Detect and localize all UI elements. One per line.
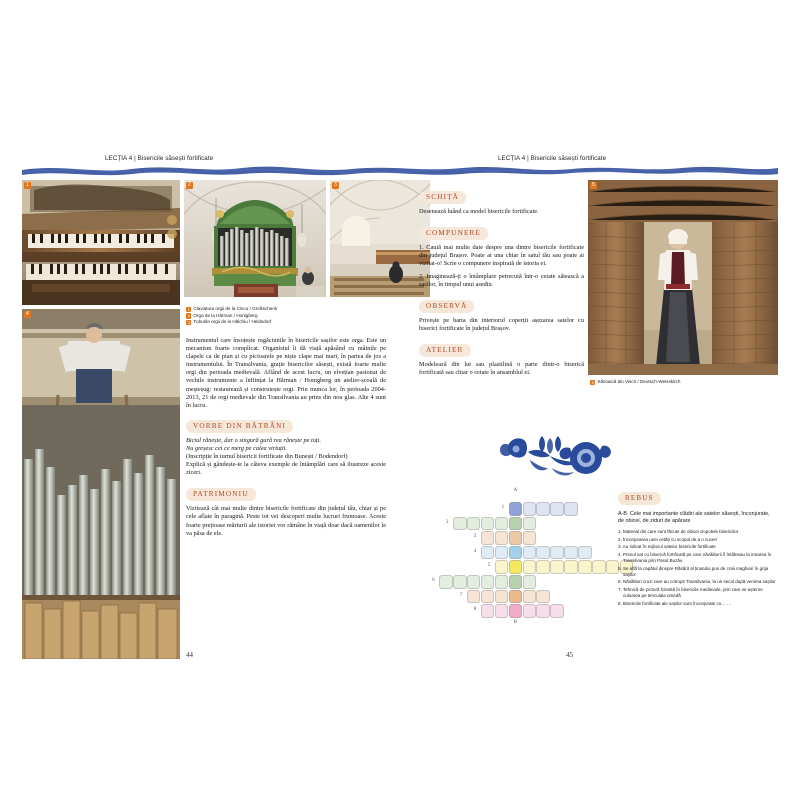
crossword-key-cell[interactable] [509, 590, 523, 604]
crossword-cell[interactable] [453, 575, 467, 589]
atelier-text: Modelează din lut sau plastilină o parte dintr-o biserică fortificată sau chiar o cetate în ansamblul ei. [419, 360, 584, 376]
crossword-cell[interactable] [578, 546, 592, 560]
crossword-key-cell[interactable] [509, 531, 523, 545]
crossword-row-number: 7 [459, 592, 463, 598]
rebus-lead: A-B. Cele mai importante clădiri ale satelor săsești, înconjurate, de obicei, de ziduri de apărare [618, 511, 770, 525]
crossword-grid[interactable] [425, 488, 620, 638]
crossword-key-cell[interactable] [509, 546, 523, 560]
caption-list-left [186, 306, 386, 326]
crossword-label-b: B [513, 619, 517, 625]
caption-number: 1 [187, 306, 190, 312]
photo-tag-1: 1 [26, 182, 29, 188]
proverb-1: Biciul rănește, dar o singură gură rea rănește pe toți. [186, 436, 321, 444]
caption-text: Claviatura orgii de la Cincu / Großschenk [193, 306, 278, 311]
patrimoniu-text: Vizitează cât mai multe dintre bisericile fortificate din județul tău, chiar și pe cele aflate în paragină. Peste tot vei descoperi multe lucruri frumoase. Aceste foarte prețioase mărturii ale istoriei vor rămâne în viață doar dacă oamenilor le va păsa de ele. [186, 505, 386, 537]
crossword-cell[interactable] [495, 546, 509, 560]
rubric-compunere: COMPUNERE [419, 227, 488, 240]
crossword-cell[interactable] [495, 604, 509, 618]
crossword-cell[interactable] [564, 502, 578, 516]
crossword-cell[interactable] [481, 517, 495, 531]
proverb-source: (Inscripție în turnul bisericii fortificate din Bunești / Bodendorf) [186, 453, 348, 461]
photo-church-interior [330, 180, 430, 297]
caption-text: Orga de la Hărman / Honigberg [193, 312, 258, 318]
crossword-row-number: 3 [473, 534, 477, 540]
crossword-cell[interactable] [550, 560, 564, 574]
caption-text: Tuburile orgii de la Hălchiu / Heldsdorf [193, 319, 272, 325]
caption-number: 3 [187, 319, 190, 325]
crossword-cell[interactable] [550, 546, 564, 560]
crossword-cell[interactable] [481, 531, 495, 545]
crossword-row-number: 1 [501, 505, 505, 510]
crossword-row-number: 4 [473, 548, 477, 554]
crossword-cell[interactable] [523, 531, 537, 545]
crossword-cell[interactable] [481, 590, 495, 604]
section-vorbe-din-batrani [186, 415, 386, 477]
crossword-cell[interactable] [481, 604, 495, 618]
caption-right [590, 379, 780, 385]
crossword-cell[interactable] [550, 604, 564, 618]
crossword-cell[interactable] [536, 604, 550, 618]
caption-item [186, 319, 386, 326]
schita-text: Desenează luând ca model bisericile fortificate. [419, 208, 539, 215]
rebus-clue: 2. Înconjurarea unei cetăți cu scopul de a o cuceri [618, 536, 718, 542]
crossword-cell[interactable] [523, 575, 537, 589]
proverb-task: Explică și gândește-te la câteva exemple de întâmplări care să ilustreze aceste ziceri. [186, 461, 386, 477]
rubric-vorbe-din-batrani: VORBE DIN BĂTRÂNI [186, 420, 293, 433]
rebus-clue: 7. Tehnică de pictură folosită în bisericile medievale, prin care se așterne culoarea pe tencuiala umedă [618, 587, 763, 599]
photo-green-organ [184, 180, 326, 297]
crossword-key-cell[interactable] [509, 604, 523, 618]
crossword-cell[interactable] [467, 575, 481, 589]
proverb-2: Nu greșesc cei ce merg pe calea virtuții. [186, 444, 287, 452]
crossword-key-cell[interactable] [509, 502, 523, 516]
intro-paragraph: Instrumentul care însoțește rugăciunile în bisericile sașilor este orga. Este un mecanism foarte complicat. Organistul îi dă viață apăsând cu mâinile pe clapele ca de pian și cu picioarele pe niște clape mai mari, în partea de jos a instrumentului. În Transilvania, grație bisericilor săsești, există foarte multe orgi din perioada medievală. Aflând de acest lucru, un elvețian pasionat de vechile instrumente a înființat la Hărman / Honigberg un atelier-școală de meșteșug: restaurează și construiește orgi. Prin munca lor, în perioada 2004-2013, 21 de orgi medievale din Transilvania au prins din nou glas. Alte 4 sunt în lucru. [186, 337, 386, 409]
floral-ornament-icon [494, 434, 614, 486]
crossword-row-number: 5 [487, 563, 491, 569]
crossword-cell[interactable] [495, 560, 509, 574]
crossword-key-cell[interactable] [509, 517, 523, 531]
crossword-key-cell[interactable] [509, 575, 523, 589]
crossword-row-number: 6 [432, 578, 435, 583]
rubric-schita: SCHIȚĂ [419, 191, 466, 204]
running-head-right: LECȚIA 4 | Bisericile săsești fortificate [498, 155, 607, 162]
rubric-atelier: ATELIER [419, 344, 471, 357]
rebus-clue-list [618, 529, 776, 607]
crossword-cell[interactable] [523, 604, 537, 618]
crossword-cell[interactable] [495, 517, 509, 531]
crossword-row-number: 2 [446, 519, 449, 525]
crossword-cell[interactable] [495, 590, 509, 604]
crossword-cell[interactable] [564, 546, 578, 560]
rubric-observa: OBSERVĂ [419, 300, 474, 313]
crossword-cell[interactable] [481, 546, 495, 560]
section-compunere [419, 222, 584, 289]
left-column-text [186, 337, 386, 543]
photo-organ-maintenance [22, 309, 180, 659]
crossword-cell[interactable] [495, 575, 509, 589]
section-atelier [419, 339, 584, 377]
running-head-left: LECȚIA 4 | Bisericile săsești fortificate [105, 155, 214, 162]
section-observa [419, 295, 584, 333]
crossword-cell[interactable] [495, 531, 509, 545]
photo-tag-3: 3 [334, 182, 337, 188]
crossword-cell[interactable] [523, 560, 537, 574]
crossword-cell[interactable] [467, 517, 481, 531]
rubric-rebus: REBUS [618, 492, 661, 505]
photo-saxon-woman [588, 180, 778, 375]
caption-item [186, 313, 386, 320]
crossword-cell[interactable] [523, 546, 537, 560]
photo-organ-console [22, 180, 180, 305]
section-patrimoniu [186, 483, 386, 537]
crossword-cell[interactable] [536, 502, 550, 516]
rebus-clue: 4. Primul sat cu biserică fortificată pe care năvălitorii îl întâlneau la intrarea în Transilvania prin Pasul Buzău [618, 551, 772, 563]
compunere-item-1: 1. Caută mai multe date despre una dintre bisericile fortificate din județul Brașov. Poate ai una chiar în satul tău sau poate ai vizitat-o! Scrie o compunere inspirată de istoria ei. [419, 244, 584, 268]
photo-tag-2: 2 [188, 182, 191, 188]
crossword-cell[interactable] [536, 546, 550, 560]
crossword-row-number: 8 [473, 607, 477, 613]
wave-divider [22, 162, 778, 176]
crossword-cell[interactable] [481, 575, 495, 589]
rebus-clue: 6. Năvălitori cruzi care au cotropit Transilvania, la un secol după venirea sașilor [618, 579, 776, 585]
caption-number: 5 [591, 379, 594, 385]
rebus-clue: 8. Bisericile fortificate ale sașilor sunt înconjurate cu… … [618, 600, 732, 606]
crossword-cell[interactable] [592, 560, 606, 574]
caption-item [186, 306, 386, 313]
crossword-cell[interactable] [467, 590, 481, 604]
crossword-cell[interactable] [536, 560, 550, 574]
caption-number: 2 [187, 313, 190, 319]
crossword-cell[interactable] [523, 502, 537, 516]
right-column-text [419, 186, 584, 382]
folio-left: 44 [186, 651, 193, 659]
crossword-label-a: A [513, 488, 518, 493]
crossword-cell[interactable] [536, 590, 550, 604]
crossword-cell[interactable] [453, 517, 467, 531]
folio-right: 45 [566, 651, 573, 659]
crossword-cell[interactable] [523, 517, 537, 531]
rebus-section [618, 487, 776, 609]
rebus-clue: 1. Material din care sunt făcute de obicei clopotele bisericilor [618, 528, 739, 534]
compunere-item-2: 2. Imaginează-ți o întâmplare petrecută într-o cetate sătească a sașilor, în timpul unui asediu. [419, 273, 584, 289]
crossword-cell[interactable] [439, 575, 453, 589]
section-schita [419, 186, 584, 216]
crossword-cell[interactable] [523, 590, 537, 604]
crossword-cell[interactable] [578, 560, 592, 574]
photo-tag-4: 4 [26, 311, 29, 317]
observa-text: Privește pe harta din interiorul coperții așezarea satelor cu biserici fortificate în județul Brașov. [419, 316, 584, 332]
crossword-cell[interactable] [564, 560, 578, 574]
rebus-clue: 5. Se află la capătul dinspre Răsărit al ținutului pus de craii maghiari în grija sașilor [618, 565, 769, 577]
crossword-key-cell[interactable] [509, 560, 523, 574]
rubric-patrimoniu: PATRIMONIU [186, 488, 256, 501]
rebus-clue: 3. Au ridicat în mijlocul satelor bisericile fortificate [618, 544, 716, 550]
photo-tag-5: 5 [592, 182, 595, 188]
crossword-cell[interactable] [550, 502, 564, 516]
caption-text: Săsoaică din Viscri / Deutsch-Weisskirch [597, 379, 681, 384]
